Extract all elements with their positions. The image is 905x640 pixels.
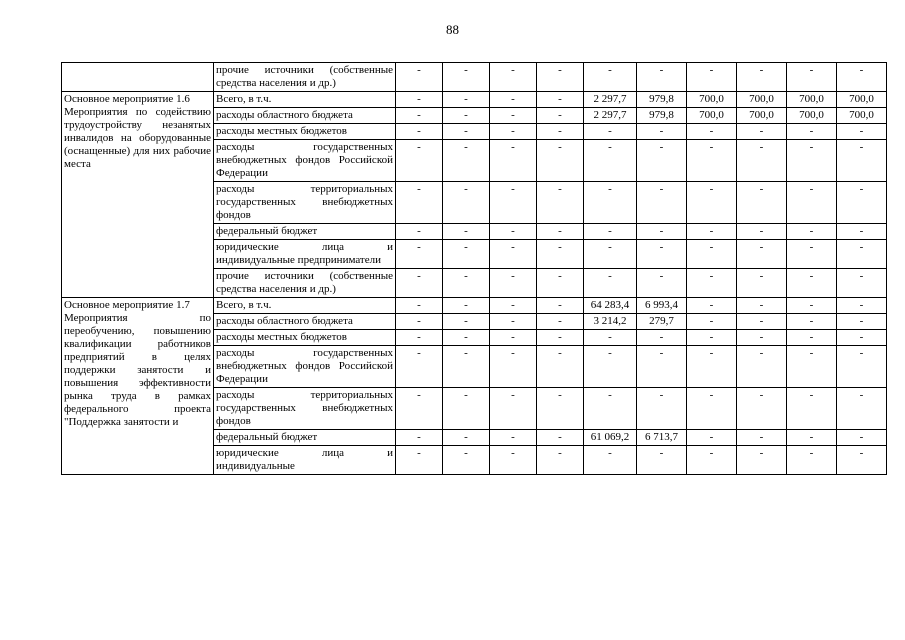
- value-cell: -: [584, 240, 637, 269]
- value-cell: -: [443, 124, 490, 140]
- value-cell: -: [737, 446, 787, 475]
- funding-source-cell: юридические лица и индивидуальные: [214, 446, 396, 475]
- value-cell: -: [584, 140, 637, 182]
- value-cell: -: [396, 314, 443, 330]
- value-cell: -: [787, 346, 837, 388]
- value-cell: -: [584, 446, 637, 475]
- value-cell: -: [396, 108, 443, 124]
- funding-source-cell: федеральный бюджет: [214, 430, 396, 446]
- value-cell: -: [537, 124, 584, 140]
- value-cell: -: [537, 240, 584, 269]
- funding-source-cell: Всего, в т.ч.: [214, 92, 396, 108]
- funding-source-cell: расходы областного бюджета: [214, 108, 396, 124]
- value-cell: -: [584, 182, 637, 224]
- value-cell: -: [396, 330, 443, 346]
- value-cell: -: [443, 63, 490, 92]
- value-cell: 700,0: [687, 92, 737, 108]
- value-cell: -: [787, 330, 837, 346]
- funding-source-cell: Всего, в т.ч.: [214, 298, 396, 314]
- value-cell: -: [737, 240, 787, 269]
- value-cell: -: [787, 224, 837, 240]
- funding-source-cell: прочие источники (собственные средства населения и др.): [214, 63, 396, 92]
- value-cell: -: [537, 314, 584, 330]
- value-cell: -: [490, 92, 537, 108]
- value-cell: -: [837, 446, 887, 475]
- value-cell: 979,8: [637, 108, 687, 124]
- value-cell: -: [637, 63, 687, 92]
- value-cell: -: [687, 182, 737, 224]
- value-cell: -: [396, 269, 443, 298]
- value-cell: -: [737, 346, 787, 388]
- value-cell: 700,0: [737, 92, 787, 108]
- value-cell: -: [443, 92, 490, 108]
- value-cell: -: [687, 298, 737, 314]
- value-cell: -: [837, 224, 887, 240]
- value-cell: -: [537, 108, 584, 124]
- value-cell: -: [396, 388, 443, 430]
- value-cell: -: [443, 182, 490, 224]
- value-cell: -: [490, 269, 537, 298]
- value-cell: -: [490, 140, 537, 182]
- value-cell: -: [443, 430, 490, 446]
- value-cell: -: [537, 330, 584, 346]
- value-cell: -: [537, 92, 584, 108]
- value-cell: -: [687, 269, 737, 298]
- value-cell: -: [837, 63, 887, 92]
- value-cell: -: [443, 330, 490, 346]
- event-cell: Основное мероприятие 1.6 Мероприятия по содействию трудоустройству незанятых инвалидов на оборудованные (оснащенные) для них рабочие места: [62, 92, 214, 298]
- value-cell: -: [637, 224, 687, 240]
- value-cell: -: [584, 330, 637, 346]
- value-cell: -: [396, 346, 443, 388]
- event-cell: [62, 63, 214, 92]
- value-cell: 64 283,4: [584, 298, 637, 314]
- funding-source-cell: расходы территориальных государственных внебюджетных фондов: [214, 388, 396, 430]
- value-cell: -: [637, 388, 687, 430]
- value-cell: -: [637, 124, 687, 140]
- funding-source-cell: расходы местных бюджетов: [214, 124, 396, 140]
- value-cell: -: [584, 224, 637, 240]
- value-cell: -: [837, 298, 887, 314]
- value-cell: -: [537, 224, 584, 240]
- value-cell: 979,8: [637, 92, 687, 108]
- value-cell: 700,0: [837, 108, 887, 124]
- value-cell: -: [490, 446, 537, 475]
- value-cell: -: [837, 182, 887, 224]
- value-cell: -: [490, 430, 537, 446]
- value-cell: -: [490, 346, 537, 388]
- value-cell: 3 214,2: [584, 314, 637, 330]
- value-cell: -: [787, 388, 837, 430]
- value-cell: -: [396, 63, 443, 92]
- value-cell: 700,0: [737, 108, 787, 124]
- value-cell: -: [787, 240, 837, 269]
- table-row: [62, 63, 887, 92]
- value-cell: 279,7: [637, 314, 687, 330]
- value-cell: 61 069,2: [584, 430, 637, 446]
- value-cell: -: [443, 346, 490, 388]
- value-cell: -: [737, 430, 787, 446]
- table-row: [62, 92, 887, 108]
- value-cell: -: [490, 108, 537, 124]
- funding-source-cell: расходы государственных внебюджетных фондов Российской Федерации: [214, 346, 396, 388]
- value-cell: -: [837, 346, 887, 388]
- value-cell: -: [537, 430, 584, 446]
- value-cell: -: [537, 446, 584, 475]
- value-cell: -: [687, 430, 737, 446]
- value-cell: -: [787, 314, 837, 330]
- value-cell: 700,0: [837, 92, 887, 108]
- value-cell: -: [537, 298, 584, 314]
- value-cell: -: [737, 314, 787, 330]
- value-cell: -: [687, 63, 737, 92]
- value-cell: -: [396, 140, 443, 182]
- value-cell: -: [443, 140, 490, 182]
- value-cell: 2 297,7: [584, 108, 637, 124]
- value-cell: -: [537, 269, 584, 298]
- budget-table-body: [62, 63, 887, 475]
- funding-source-cell: юридические лица и индивидуальные предприниматели: [214, 240, 396, 269]
- value-cell: -: [490, 388, 537, 430]
- value-cell: -: [537, 346, 584, 388]
- value-cell: -: [737, 298, 787, 314]
- value-cell: -: [787, 446, 837, 475]
- value-cell: -: [443, 269, 490, 298]
- value-cell: -: [837, 430, 887, 446]
- value-cell: -: [537, 63, 584, 92]
- value-cell: -: [396, 182, 443, 224]
- value-cell: -: [687, 346, 737, 388]
- value-cell: -: [787, 63, 837, 92]
- value-cell: -: [837, 314, 887, 330]
- value-cell: -: [737, 388, 787, 430]
- value-cell: -: [490, 224, 537, 240]
- value-cell: -: [687, 240, 737, 269]
- value-cell: -: [443, 446, 490, 475]
- value-cell: -: [537, 182, 584, 224]
- value-cell: -: [584, 346, 637, 388]
- value-cell: -: [637, 140, 687, 182]
- value-cell: -: [787, 298, 837, 314]
- value-cell: -: [637, 346, 687, 388]
- value-cell: -: [584, 388, 637, 430]
- value-cell: -: [737, 269, 787, 298]
- value-cell: -: [584, 124, 637, 140]
- value-cell: 700,0: [787, 108, 837, 124]
- value-cell: -: [737, 63, 787, 92]
- value-cell: -: [443, 298, 490, 314]
- value-cell: -: [396, 92, 443, 108]
- value-cell: -: [837, 124, 887, 140]
- value-cell: -: [687, 124, 737, 140]
- value-cell: -: [687, 224, 737, 240]
- value-cell: 2 297,7: [584, 92, 637, 108]
- value-cell: -: [737, 330, 787, 346]
- value-cell: -: [443, 224, 490, 240]
- value-cell: 6 993,4: [637, 298, 687, 314]
- value-cell: -: [490, 330, 537, 346]
- value-cell: -: [737, 224, 787, 240]
- value-cell: -: [787, 124, 837, 140]
- value-cell: -: [737, 182, 787, 224]
- value-cell: -: [637, 446, 687, 475]
- value-cell: -: [584, 269, 637, 298]
- funding-source-cell: расходы государственных внебюджетных фондов Российской Федерации: [214, 140, 396, 182]
- value-cell: -: [837, 240, 887, 269]
- value-cell: -: [837, 269, 887, 298]
- value-cell: -: [837, 140, 887, 182]
- value-cell: -: [537, 140, 584, 182]
- value-cell: -: [396, 224, 443, 240]
- value-cell: -: [637, 269, 687, 298]
- value-cell: -: [687, 140, 737, 182]
- value-cell: -: [490, 63, 537, 92]
- funding-source-cell: расходы территориальных государственных внебюджетных фондов: [214, 182, 396, 224]
- value-cell: -: [443, 314, 490, 330]
- value-cell: -: [396, 446, 443, 475]
- value-cell: -: [637, 330, 687, 346]
- value-cell: -: [396, 240, 443, 269]
- value-cell: -: [443, 108, 490, 124]
- value-cell: -: [737, 124, 787, 140]
- value-cell: -: [396, 124, 443, 140]
- value-cell: -: [687, 388, 737, 430]
- value-cell: 700,0: [787, 92, 837, 108]
- value-cell: -: [787, 269, 837, 298]
- value-cell: -: [787, 140, 837, 182]
- value-cell: 700,0: [687, 108, 737, 124]
- value-cell: -: [737, 140, 787, 182]
- value-cell: -: [837, 330, 887, 346]
- value-cell: -: [443, 240, 490, 269]
- funding-source-cell: расходы местных бюджетов: [214, 330, 396, 346]
- value-cell: -: [687, 330, 737, 346]
- page-number: 88: [446, 22, 459, 37]
- value-cell: -: [787, 182, 837, 224]
- value-cell: -: [443, 388, 490, 430]
- value-cell: -: [637, 240, 687, 269]
- value-cell: -: [490, 298, 537, 314]
- value-cell: -: [490, 182, 537, 224]
- value-cell: -: [490, 240, 537, 269]
- value-cell: -: [837, 388, 887, 430]
- event-cell: Основное мероприятие 1.7 Мероприятия по переобучению, повышению квалификации работников предприятий в целях поддержки занятости и повышения эффективности рынка труда в рамках федерального проекта "Поддержка занятости и: [62, 298, 214, 475]
- funding-source-cell: федеральный бюджет: [214, 224, 396, 240]
- table-row: [62, 298, 887, 314]
- value-cell: -: [687, 446, 737, 475]
- value-cell: -: [637, 182, 687, 224]
- value-cell: -: [687, 314, 737, 330]
- value-cell: -: [537, 388, 584, 430]
- funding-source-cell: расходы областного бюджета: [214, 314, 396, 330]
- value-cell: -: [584, 63, 637, 92]
- budget-table: [61, 62, 887, 475]
- value-cell: -: [490, 314, 537, 330]
- value-cell: -: [396, 298, 443, 314]
- funding-source-cell: прочие источники (собственные средства населения и др.): [214, 269, 396, 298]
- value-cell: -: [396, 430, 443, 446]
- value-cell: -: [490, 124, 537, 140]
- value-cell: -: [787, 430, 837, 446]
- value-cell: 6 713,7: [637, 430, 687, 446]
